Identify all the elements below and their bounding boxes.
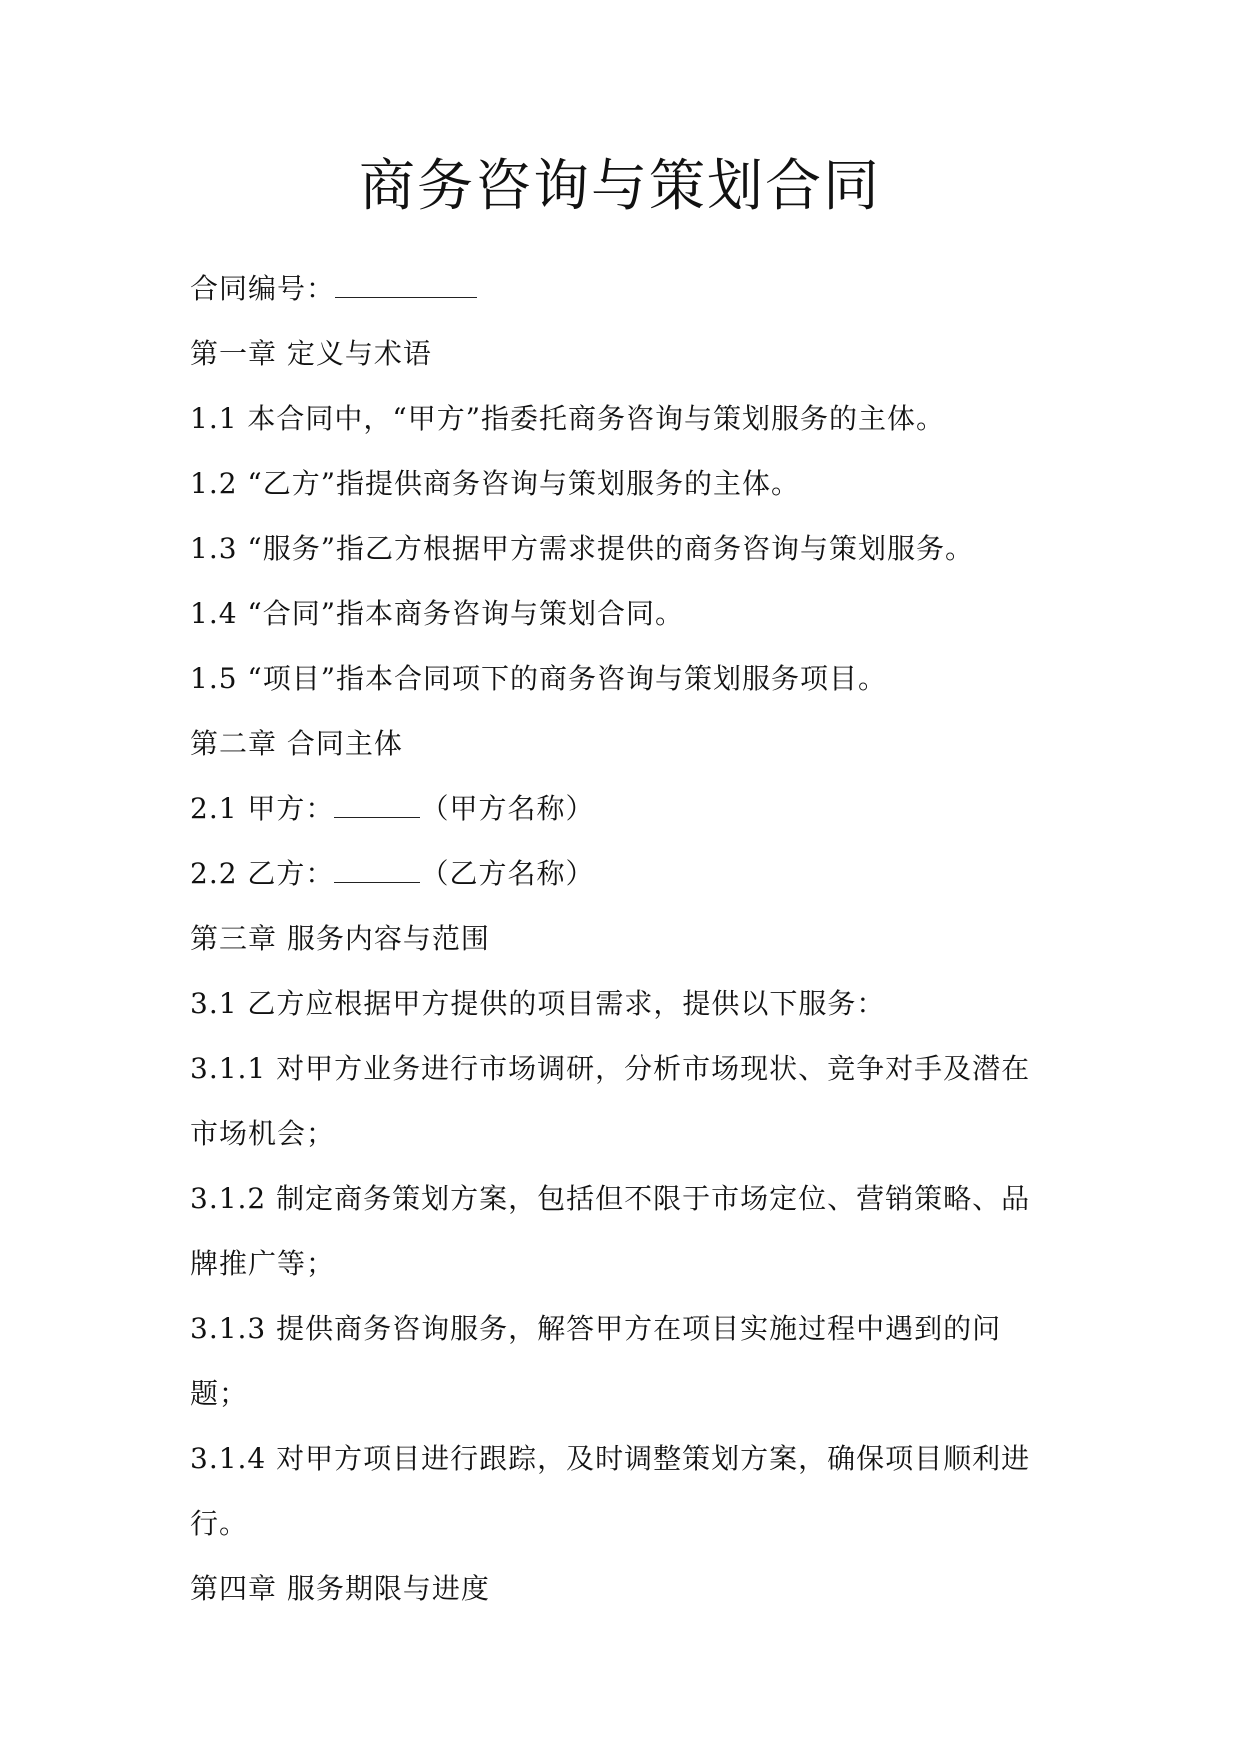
clause: 3.1.1 对甲方业务进行市场调研，分析市场现状、竞争对手及潜在 [190, 1052, 1031, 1085]
clause: 3.1 乙方应根据甲方提供的项目需求，提供以下服务： [190, 987, 886, 1020]
clause: 1.2 “乙方”指提供商务咨询与策划服务的主体。 [190, 467, 801, 500]
clause: 3.1.4 对甲方项目进行跟踪，及时调整策划方案，确保项目顺利进 [190, 1442, 1031, 1475]
party-b-blank[interactable] [334, 842, 420, 883]
clause-continuation: 牌推广等； [190, 1247, 336, 1280]
clause: 1.1 本合同中，“甲方”指委托商务咨询与策划服务的主体。 [190, 402, 946, 435]
chapter-heading: 第一章 定义与术语 [190, 337, 432, 370]
clause: 1.4 “合同”指本商务咨询与策划合同。 [190, 597, 685, 630]
party-b-suffix: （乙方名称） [420, 857, 595, 890]
party-a-label: 2.1 甲方： [190, 792, 335, 825]
party-a-suffix: （甲方名称） [420, 792, 595, 825]
clause-continuation: 市场机会； [190, 1117, 336, 1150]
document-body [190, 256, 1060, 1621]
contract-number-blank[interactable] [335, 257, 477, 298]
document-title: 商务咨询与策划合同 [359, 154, 881, 219]
clause-continuation: 行。 [190, 1507, 249, 1540]
clause-continuation: 题； [190, 1377, 249, 1410]
chapter-heading: 第四章 服务期限与进度 [190, 1572, 490, 1605]
chapter-heading: 第三章 服务内容与范围 [190, 922, 490, 955]
chapter-heading: 第二章 合同主体 [190, 727, 403, 760]
contract-number-label: 合同编号： [190, 272, 336, 305]
clause: 1.5 “项目”指本合同项下的商务咨询与策划服务项目。 [190, 662, 888, 695]
clause: 3.1.2 制定商务策划方案，包括但不限于市场定位、营销策略、品 [190, 1182, 1031, 1215]
party-a-line [190, 776, 1060, 841]
party-b-label: 2.2 乙方： [190, 857, 335, 890]
party-a-blank[interactable] [334, 777, 420, 818]
contract-number-line [190, 256, 1060, 321]
clause: 3.1.3 提供商务咨询服务，解答甲方在项目实施过程中遇到的问 [190, 1312, 1002, 1345]
clause: 1.3 “服务”指乙方根据甲方需求提供的商务咨询与策划服务。 [190, 532, 975, 565]
party-b-line [190, 841, 1060, 906]
